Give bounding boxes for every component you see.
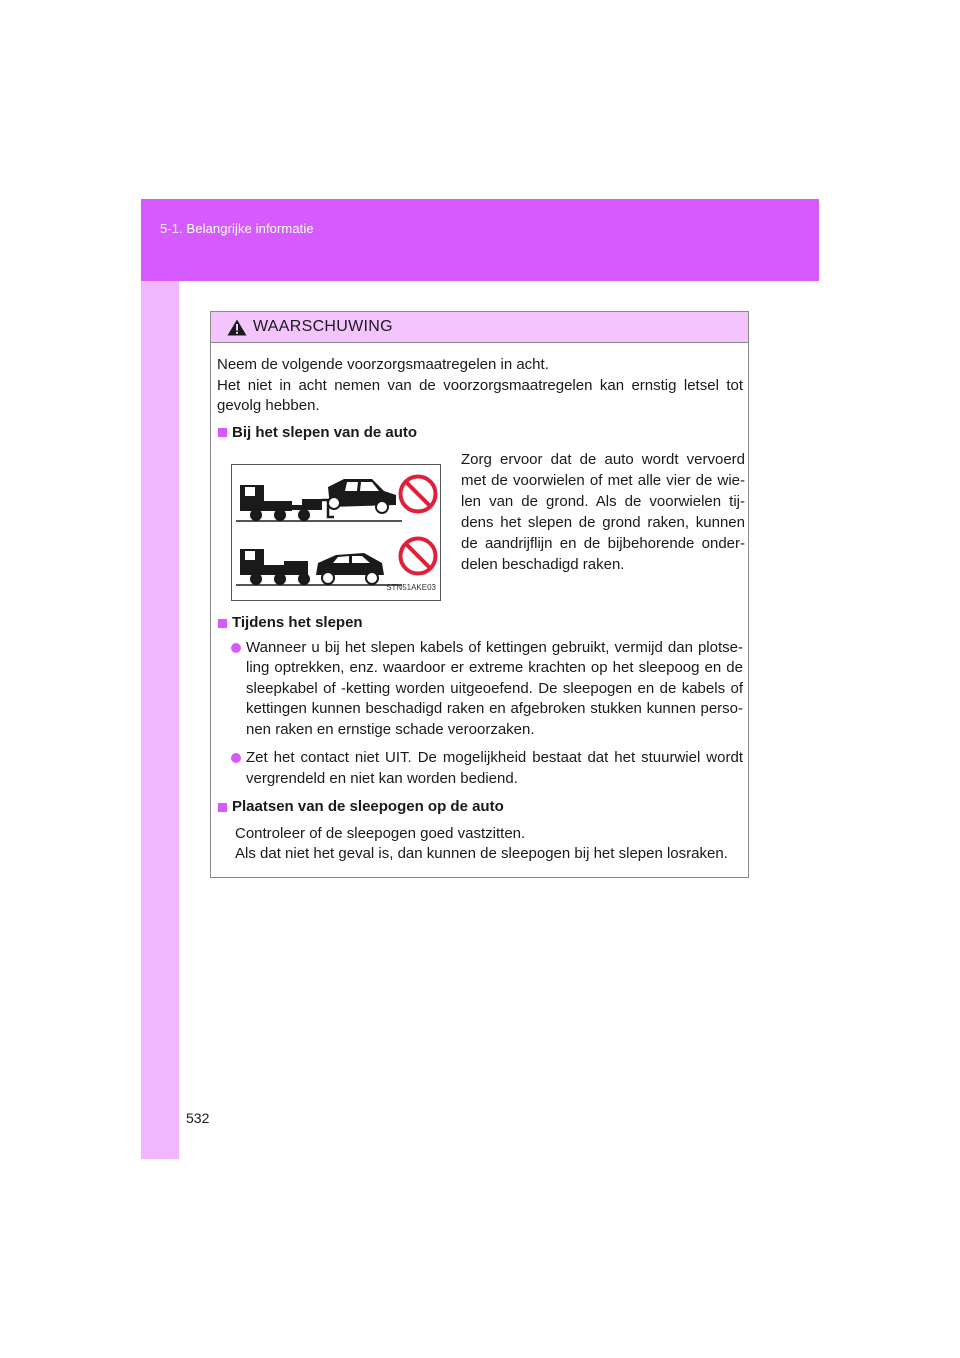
square-bullet-icon <box>218 619 227 628</box>
section-title: 5-1. Belangrijke informatie <box>160 221 314 236</box>
page-number: 532 <box>186 1110 210 1126</box>
section-heading-during-towing: Tijdens het slepen <box>217 613 743 634</box>
prohibition-icon <box>397 473 439 515</box>
list-item: Zet het contact niet UIT. De mogelijkheid bestaat dat het stuurwiel wordt vergrendeld en niet kan worden bediend. <box>229 748 743 789</box>
side-margin-strip <box>141 281 179 1159</box>
section-heading-tow-hooks: Plaatsen van de sleepogen op de auto <box>217 797 743 818</box>
tow-hook-warning-text: Als dat niet het geval is, dan kunnen de sleepogen bij het slepen losraken. <box>235 845 728 862</box>
warning-title: WAARSCHUWING <box>253 318 393 335</box>
illustration-code: STN51AKE03 <box>386 582 436 592</box>
warning-body <box>211 343 748 865</box>
chapter-header-band <box>141 199 819 281</box>
towing-instruction-text: Zorg ervoor dat de auto wordt vervoerd met de voorwielen of met alle vier de wie-len van de grond. Als de voorwielen tij-dens het slepen de grond raken, kunnen de aandrijflijn en de bijbehorende onder-delen beschadigd raken. <box>461 451 745 573</box>
towing-illustration-row <box>217 449 743 599</box>
square-bullet-icon <box>218 803 227 812</box>
round-bullet-icon <box>231 753 241 763</box>
prohibition-icon <box>397 535 439 577</box>
warning-box <box>210 311 749 878</box>
section-heading-towing: Bij het slepen van de auto <box>217 423 743 444</box>
warning-header <box>211 312 748 343</box>
warning-triangle-icon <box>227 319 247 336</box>
square-bullet-icon <box>218 428 227 437</box>
list-item: Wanneer u bij het slepen kabels of kettingen gebruikt, vermijd dan plotse-ling optrekken, enz. waardoor er extreme krachten op het sleepoog en de sleepkabel of -ketting worden uitgeoefend. De sleepogen en de kabels of kettingen kunnen beschadigd raken en afgebroken stukken kunnen perso-nen raken en ernstige schade veroorzaken. <box>229 638 743 741</box>
round-bullet-icon <box>231 643 241 653</box>
towing-illustration <box>231 464 441 601</box>
tow-hook-check-text: Controleer of de sleepogen goed vastzitten. <box>235 824 526 842</box>
warning-intro: Neem de volgende voorzorgsmaatregelen in acht. <box>217 356 549 373</box>
warning-consequence: Het niet in acht nemen van de voorzorgsmaatregelen kan ernstig letsel tot gevolg hebben. <box>217 376 743 414</box>
